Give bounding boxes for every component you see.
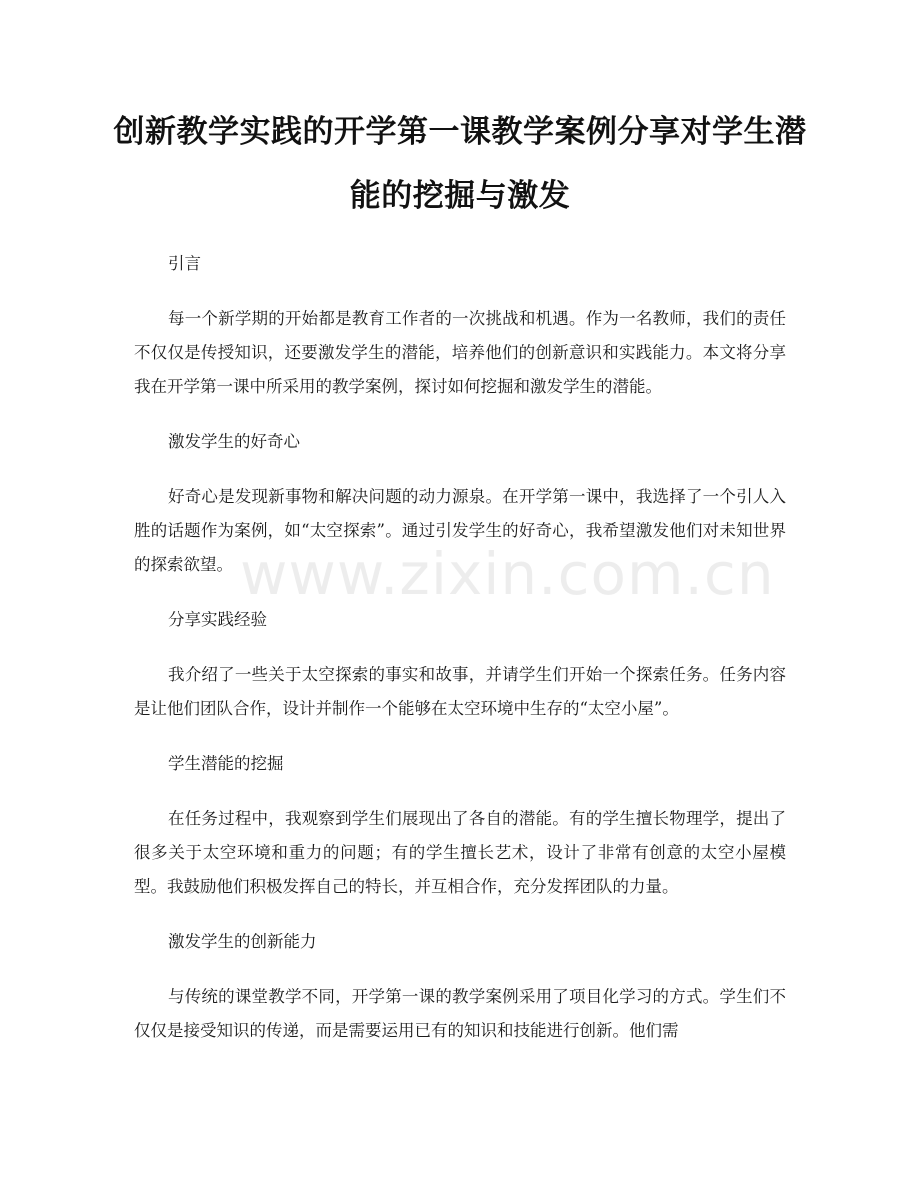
section-heading-potential: 学生潜能的挖掘 [168, 754, 284, 773]
section-heading-curiosity: 激发学生的好奇心 [168, 432, 300, 451]
section-heading-innovation: 激发学生的创新能力 [168, 932, 317, 951]
paragraph-curiosity: 好奇心是发现新事物和解决问题的动力源泉。在开学第一课中，我选择了一个引人入胜的话题作为案例，如“太空探索”。通过引发学生的好奇心，我希望激发他们对未知世界的探索欲望。 [134, 487, 786, 574]
paragraph-intro: 每一个新学期的开始都是教育工作者的一次挑战和机遇。作为一名教师，我们的责任不仅仅是传授知识，还要激发学生的潜能，培养他们的创新意识和实践能力。本文将分享我在开学第一课中所采用的教学案例，探讨如何挖掘和激发学生的潜能。 [134, 309, 786, 396]
section-heading-intro: 引言 [168, 254, 201, 273]
section-heading-experience: 分享实践经验 [168, 610, 267, 629]
document-body [134, 247, 786, 1069]
paragraph-experience: 我介绍了一些关于太空探索的事实和故事，并请学生们开始一个探索任务。任务内容是让他们团队合作，设计并制作一个能够在太空环境中生存的“太空小屋”。 [134, 665, 786, 718]
watermark: www.zixin.com.cn [240, 540, 775, 608]
paragraph-innovation: 与传统的课堂教学不同，开学第一课的教学案例采用了项目化学习的方式。学生们不仅仅是接受知识的传递，而是需要运用已有的知识和技能进行创新。他们需 [134, 987, 786, 1040]
document-title: 创新教学实践的开学第一课教学案例分享对学生潜能的挖掘与激发 [113, 114, 807, 214]
paragraph-potential: 在任务过程中，我观察到学生们展现出了各自的潜能。有的学生擅长物理学，提出了很多关于太空环境和重力的问题；有的学生擅长艺术，设计了非常有创意的太空小屋模型。我鼓励他们积极发挥自己的特长，并互相合作，充分发挥团队的力量。 [134, 809, 786, 896]
